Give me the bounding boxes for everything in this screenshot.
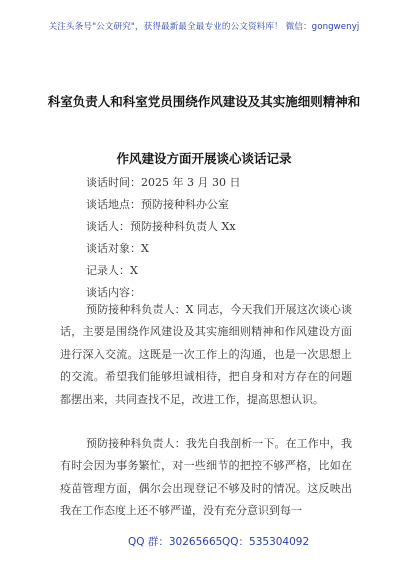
header-banner: 关注头条号"公文研究"，获得最新最全最专业的公文资料库！ 微信：gongwenyj — [48, 22, 360, 32]
meta-time: 谈话时间：2025 年 3 月 30 日 — [86, 176, 241, 189]
document-title-line-2: 作风建设方面开展谈心谈话记录 — [116, 151, 292, 166]
footer-qq: QQ：535304092 — [222, 536, 310, 548]
paragraph-2: 预防接种科负责人：我先自我剖析一下。在工作中，我有时会因为事务繁忙，对一些细节的把控不够严格，比如在疫苗管理方面，偶尔会出现登记不够及时的情况。这反映出我在工作态度上还不够严谨，没有充分意识到每一 — [60, 437, 352, 518]
meta-place: 谈话地点：预防接种科办公室 — [86, 198, 229, 211]
meta-target: 谈话对象：X — [86, 242, 149, 255]
meta-talker: 谈话人：预防接种科负责人 Xx — [86, 220, 236, 233]
paragraph-1: 预防接种科负责人：X 同志，今天我们开展这次谈心谈话，主要是围绕作风建设及其实施细则精神和作风建设方面进行深入交流。这既是一次工作上的沟通，也是一次思想上的交流。希望我们能够坦诚相待，把自身和对方存在的问题都摆出来，共同查找不足，改进工作，提高思想认识。 — [60, 303, 352, 406]
meta-recorder: 记录人：X — [86, 264, 138, 277]
document-title-line-1: 科室负责人和科室党员围绕作风建设及其实施细则精神和 — [47, 94, 361, 109]
meta-content-label: 谈话内容： — [86, 286, 141, 299]
footer-qq-group: QQ 群：30265665 — [128, 536, 223, 548]
